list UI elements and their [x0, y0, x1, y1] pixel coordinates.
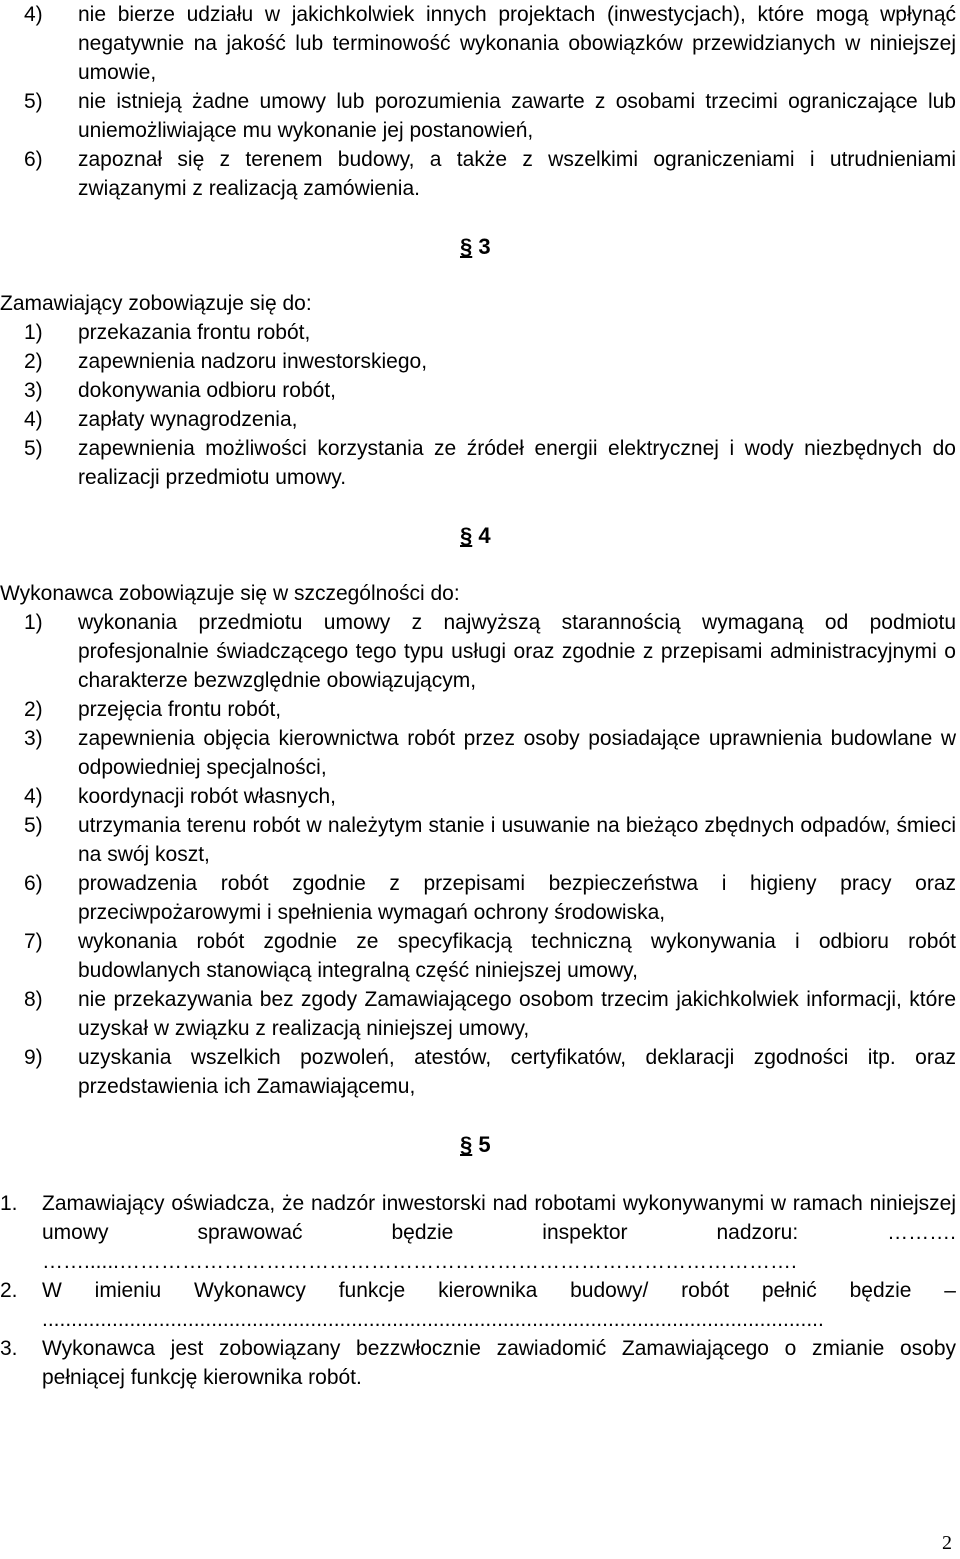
- item-number: 3): [24, 379, 43, 402]
- item-text: prowadzenia robót zgodnie z przepisami bezpieczeństwa i higieny pracy oraz przeciwpożarowymi i spełnienia wymagań ochrony środowiska,: [78, 872, 956, 924]
- item-text: nie istnieją żadne umowy lub porozumienia zawarte z osobami trzecimi ograniczające lub uniemożliwiające mu wykonanie jej postanowień,: [78, 90, 956, 142]
- list-item: [24, 434, 956, 492]
- item-number: 4): [24, 408, 43, 431]
- clause-text: W imieniu Wykonawcy funkcje kierownika budowy/ robót pełnić będzie – ......................................................................................................................................: [42, 1279, 956, 1331]
- item-text: nie przekazywania bez zgody Zamawiającego osobom trzecim jakichkolwiek informacji, które uzyskał w związku z realizacją niniejszej umowy,: [78, 988, 956, 1040]
- list-item: [24, 347, 956, 376]
- item-number: 1): [24, 611, 43, 634]
- item-number: 2): [24, 350, 43, 373]
- item-number: 5): [24, 814, 43, 837]
- paragraph-sign: §: [460, 234, 473, 259]
- item-text: uzyskania wszelkich pozwoleń, atestów, certyfikatów, deklaracji zgodności itp. oraz przedstawienia ich Zamawiającemu,: [78, 1046, 956, 1098]
- item-text: utrzymania terenu robót w należytym stanie i usuwanie na bieżąco zbędnych odpadów, śmieci na swój koszt,: [78, 814, 956, 866]
- section-heading-3: [460, 232, 491, 261]
- list-item: [24, 985, 956, 1043]
- list-item: [24, 782, 956, 811]
- item-number: 4): [24, 3, 43, 26]
- item-number: 2): [24, 698, 43, 721]
- section-intro: Zamawiający zobowiązuje się do:: [0, 292, 312, 315]
- clause-number: 3.: [0, 1337, 18, 1360]
- section-number: 4: [478, 523, 491, 548]
- clause-number: 1.: [0, 1192, 18, 1215]
- section-number: 3: [478, 234, 491, 259]
- item-number: 5): [24, 437, 43, 460]
- paragraph-sign: §: [460, 523, 473, 548]
- item-number: 4): [24, 785, 43, 808]
- section-intro: Wykonawca zobowiązuje się w szczególności do:: [0, 582, 460, 605]
- list-item: [24, 869, 956, 927]
- numbered-clause: [0, 1189, 956, 1276]
- item-text: wykonania robót zgodnie ze specyfikacją techniczną wykonywania i odbioru robót budowlanych stanowiącą integralną część niniejszej umowy,: [78, 930, 956, 982]
- list-item: [24, 0, 956, 87]
- list-item: [24, 318, 956, 347]
- section-number: 5: [478, 1132, 491, 1157]
- list-item: [24, 1043, 956, 1101]
- clause-text: Wykonawca jest zobowiązany bezzwłocznie zawiadomić Zamawiającego o zmianie osoby pełniącej funkcję kierownika robót.: [42, 1337, 956, 1389]
- numbered-clause: [0, 1334, 956, 1392]
- numbered-clause: [0, 1276, 956, 1334]
- list-item: [24, 376, 956, 405]
- item-number: 1): [24, 321, 43, 344]
- clause-number: 2.: [0, 1279, 18, 1302]
- item-text: przejęcia frontu robót,: [78, 698, 282, 721]
- item-number: 3): [24, 727, 43, 750]
- clause-text: Zamawiający oświadcza, że nadzór inwestorski nad robotami wykonywanymi w ramach niniejszej umowy sprawować będzie inspektor nadzoru: ………. ……......…………………………………………………………………………………….: [42, 1192, 956, 1273]
- item-number: 8): [24, 988, 43, 1011]
- list-item: [24, 87, 956, 145]
- item-text: zapewnienia objęcia kierownictwa robót przez osoby posiadające uprawnienia budowlane w odpowiedniej specjalności,: [78, 727, 956, 779]
- item-text: zapłaty wynagrodzenia,: [78, 408, 298, 431]
- list-item: [24, 724, 956, 782]
- item-text: koordynacji robót własnych,: [78, 785, 336, 808]
- item-text: zapewnienia nadzoru inwestorskiego,: [78, 350, 428, 373]
- item-number: 9): [24, 1046, 43, 1069]
- item-number: 7): [24, 930, 43, 953]
- item-number: 6): [24, 148, 43, 171]
- list-item: [24, 145, 956, 203]
- item-number: 6): [24, 872, 43, 895]
- list-item: [24, 811, 956, 869]
- section-heading-4: [460, 521, 491, 550]
- item-text: nie bierze udziału w jakichkolwiek innych projektach (inwestycjach), które mogą wpłynąć negatywnie na jakość lub terminowość wykonania obowiązków przewidzianych w niniejszej umowie,: [78, 3, 956, 84]
- list-item: [24, 405, 956, 434]
- list-item: [24, 927, 956, 985]
- item-number: 5): [24, 90, 43, 113]
- list-item: [24, 608, 956, 695]
- item-text: wykonania przedmiotu umowy z najwyższą starannością wymaganą od podmiotu profesjonalnie świadczącego tego typu usługi oraz zgodnie z przepisami administracyjnymi o charakterze bezwzględnie obowiązującym,: [78, 611, 956, 692]
- item-text: zapewnienia możliwości korzystania ze źródeł energii elektrycznej i wody niezbędnych do realizacji przedmiotu umowy.: [78, 437, 956, 489]
- page-number: 2: [942, 1532, 952, 1554]
- list-item: [24, 695, 956, 724]
- item-text: zapoznał się z terenem budowy, a także z wszelkimi ograniczeniami i utrudnieniami związanymi z realizacją zamówienia.: [78, 148, 956, 200]
- section-heading-5: [460, 1130, 491, 1159]
- item-text: przekazania frontu robót,: [78, 321, 311, 344]
- paragraph-sign: §: [460, 1132, 473, 1157]
- item-text: dokonywania odbioru robót,: [78, 379, 337, 402]
